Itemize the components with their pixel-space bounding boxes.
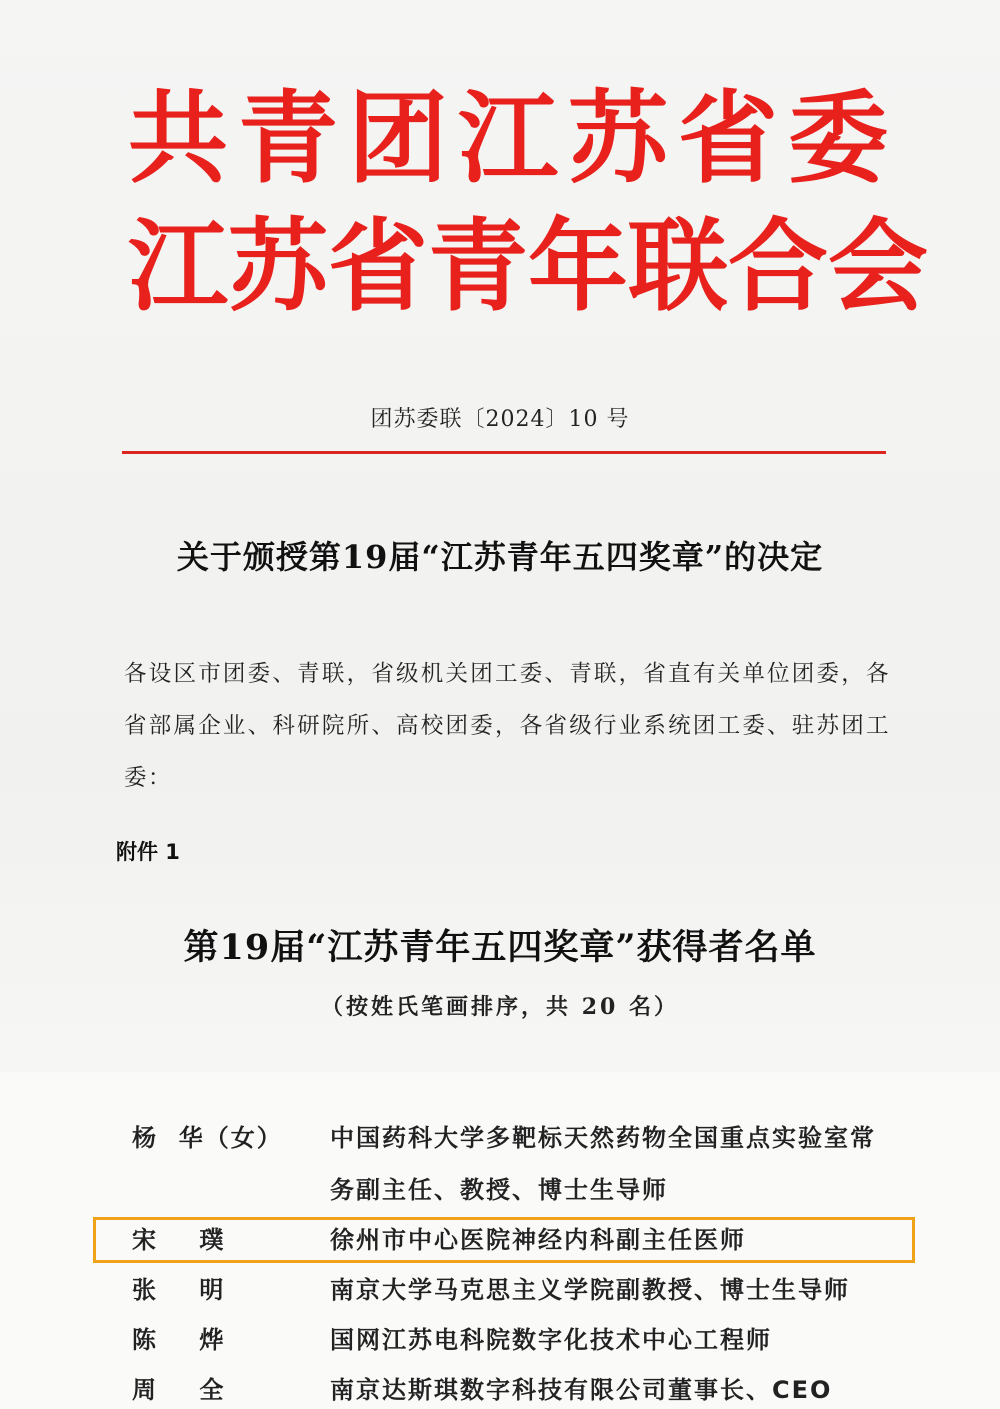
awardee-affiliation: 国网江苏电科院数字化技术中心工程师 (330, 1326, 772, 1354)
issuer-char: 年 (528, 207, 628, 325)
issuer-char: 省 (328, 207, 428, 325)
highlight-box (93, 1217, 915, 1263)
awardee-name: 张 明 (132, 1276, 226, 1304)
document-number: 团苏委联〔2024〕10 号 (370, 407, 630, 432)
awardee-name: 杨 华（女） (132, 1124, 283, 1152)
issuer-line-1 (128, 79, 888, 197)
awardee-affiliation: 南京达斯琪数字科技有限公司董事长、CEO (330, 1376, 833, 1404)
issuer-char: 青 (428, 207, 528, 325)
list-title: 第19届“江苏青年五四奖章”获得者名单 (183, 927, 817, 968)
list-subtitle: （按姓氏笔画排序，共 20 名） (321, 994, 679, 1020)
issuer-char: 委 (788, 79, 888, 197)
issuer-char: 合 (728, 207, 828, 325)
issuer-char: 省 (678, 79, 778, 197)
issuer-char: 苏 (228, 207, 328, 325)
awardee-name: 陈 烨 (132, 1326, 226, 1354)
awardee-affiliation: 南京大学马克思主义学院副教授、博士生导师 (330, 1276, 850, 1304)
awardee-affiliation: 徐州市中心医院神经内科副主任医师 (330, 1226, 746, 1254)
issuer-char: 团 (348, 79, 448, 197)
issuer-char: 会 (828, 207, 928, 325)
awardee-name: 宋 璞 (132, 1226, 226, 1254)
recipients-paragraph: 各设区市团委、青联，省级机关团工委、青联，省直有关单位团委，各省部属企业、科研院所、高校团委，各省级行业系统团工委、驻苏团工委： (124, 661, 890, 791)
issuer-line-2 (128, 207, 928, 325)
issuer-char: 苏 (568, 79, 668, 197)
awardee-name: 周 全 (132, 1376, 226, 1404)
awardee-affiliation: 中国药科大学多靶标天然药物全国重点实验室常务副主任、教授、博士生导师 (330, 1124, 876, 1204)
decision-title: 关于颁授第19届“江苏青年五四奖章”的决定 (176, 538, 824, 576)
red-divider (122, 451, 886, 454)
issuer-char: 江 (458, 79, 558, 197)
attachment-label: 附件 1 (116, 840, 180, 864)
issuer-char: 共 (128, 79, 228, 197)
issuer-char: 联 (628, 207, 728, 325)
issuer-char: 青 (238, 79, 338, 197)
issuer-char: 江 (128, 207, 228, 325)
